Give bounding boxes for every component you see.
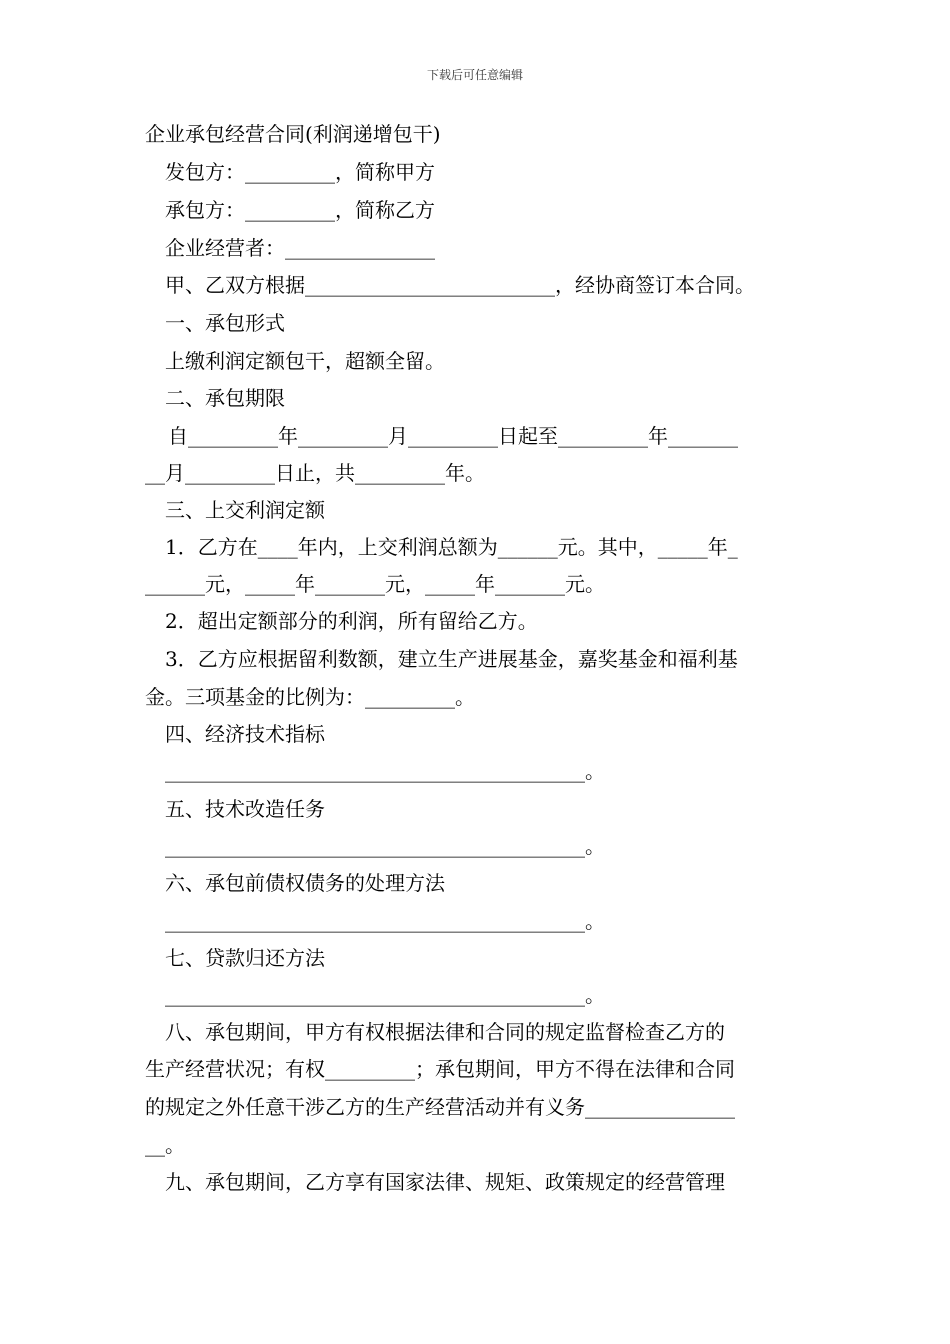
section-2-text-line-1: 自_________年_________月_________日起至_________年_______ [168, 424, 738, 448]
section-3-item-1-line-1: 1．乙方在____年内，上交利润总额为______元。其中，_____年_ [165, 535, 738, 559]
operator-line: 企业经营者：_______________ [165, 236, 435, 260]
section-3-item-2: 2．超出定额部分的利润，所有留给乙方。 [165, 609, 538, 633]
basis-line: 甲、乙双方根据_________________________，经协商签订本合同。 [165, 273, 755, 297]
section-4-blank: __________________________________________。 [165, 759, 605, 783]
section-3-item-3-line-1: 3．乙方应根据留利数额，建立生产进展基金，嘉奖基金和福利基 [165, 647, 738, 671]
section-3-item-1-line-2: ______元，_____年_______元，_____年_______元。 [145, 572, 605, 596]
section-8-line-2: 生产经营状况；有权_________；承包期间，甲方不得在法律和合同 [145, 1057, 735, 1081]
section-2-text-line-2: __月_________日止，共_________年。 [145, 461, 485, 485]
section-4-heading: 四、经济技术指标 [165, 722, 325, 746]
section-6-heading: 六、承包前债权债务的处理方法 [165, 871, 445, 895]
section-5-blank: __________________________________________。 [165, 834, 605, 858]
section-3-item-3-line-2: 金。三项基金的比例为：_________。 [145, 685, 475, 709]
section-5-heading: 五、技术改造任务 [165, 797, 325, 821]
section-6-blank: __________________________________________。 [165, 909, 605, 933]
section-8-line-4: __。 [145, 1133, 185, 1157]
section-3-heading: 三、上交利润定额 [165, 498, 325, 522]
section-2-heading: 二、承包期限 [165, 386, 285, 410]
section-9-line-1: 九、承包期间，乙方享有国家法律、规矩、政策规定的经营管理 [165, 1170, 725, 1194]
section-1-text: 上缴利润定额包干，超额全留。 [165, 349, 445, 373]
header-note: 下载后可任意编辑 [426, 68, 523, 82]
document-title: 企业承包经营合同(利润递增包干) [145, 122, 441, 146]
section-8-line-3: 的规定之外任意干涉乙方的生产经营活动并有义务_______________ [145, 1095, 735, 1119]
section-7-heading: 七、贷款归还方法 [165, 946, 325, 970]
party-b-line: 承包方：_________，简称乙方 [165, 198, 435, 222]
section-8-line-1: 八、承包期间，甲方有权根据法律和合同的规定监督检查乙方的 [165, 1020, 725, 1044]
party-a-line: 发包方：_________，简称甲方 [165, 160, 435, 184]
section-1-heading: 一、承包形式 [165, 311, 285, 335]
section-7-blank: __________________________________________。 [165, 983, 605, 1007]
